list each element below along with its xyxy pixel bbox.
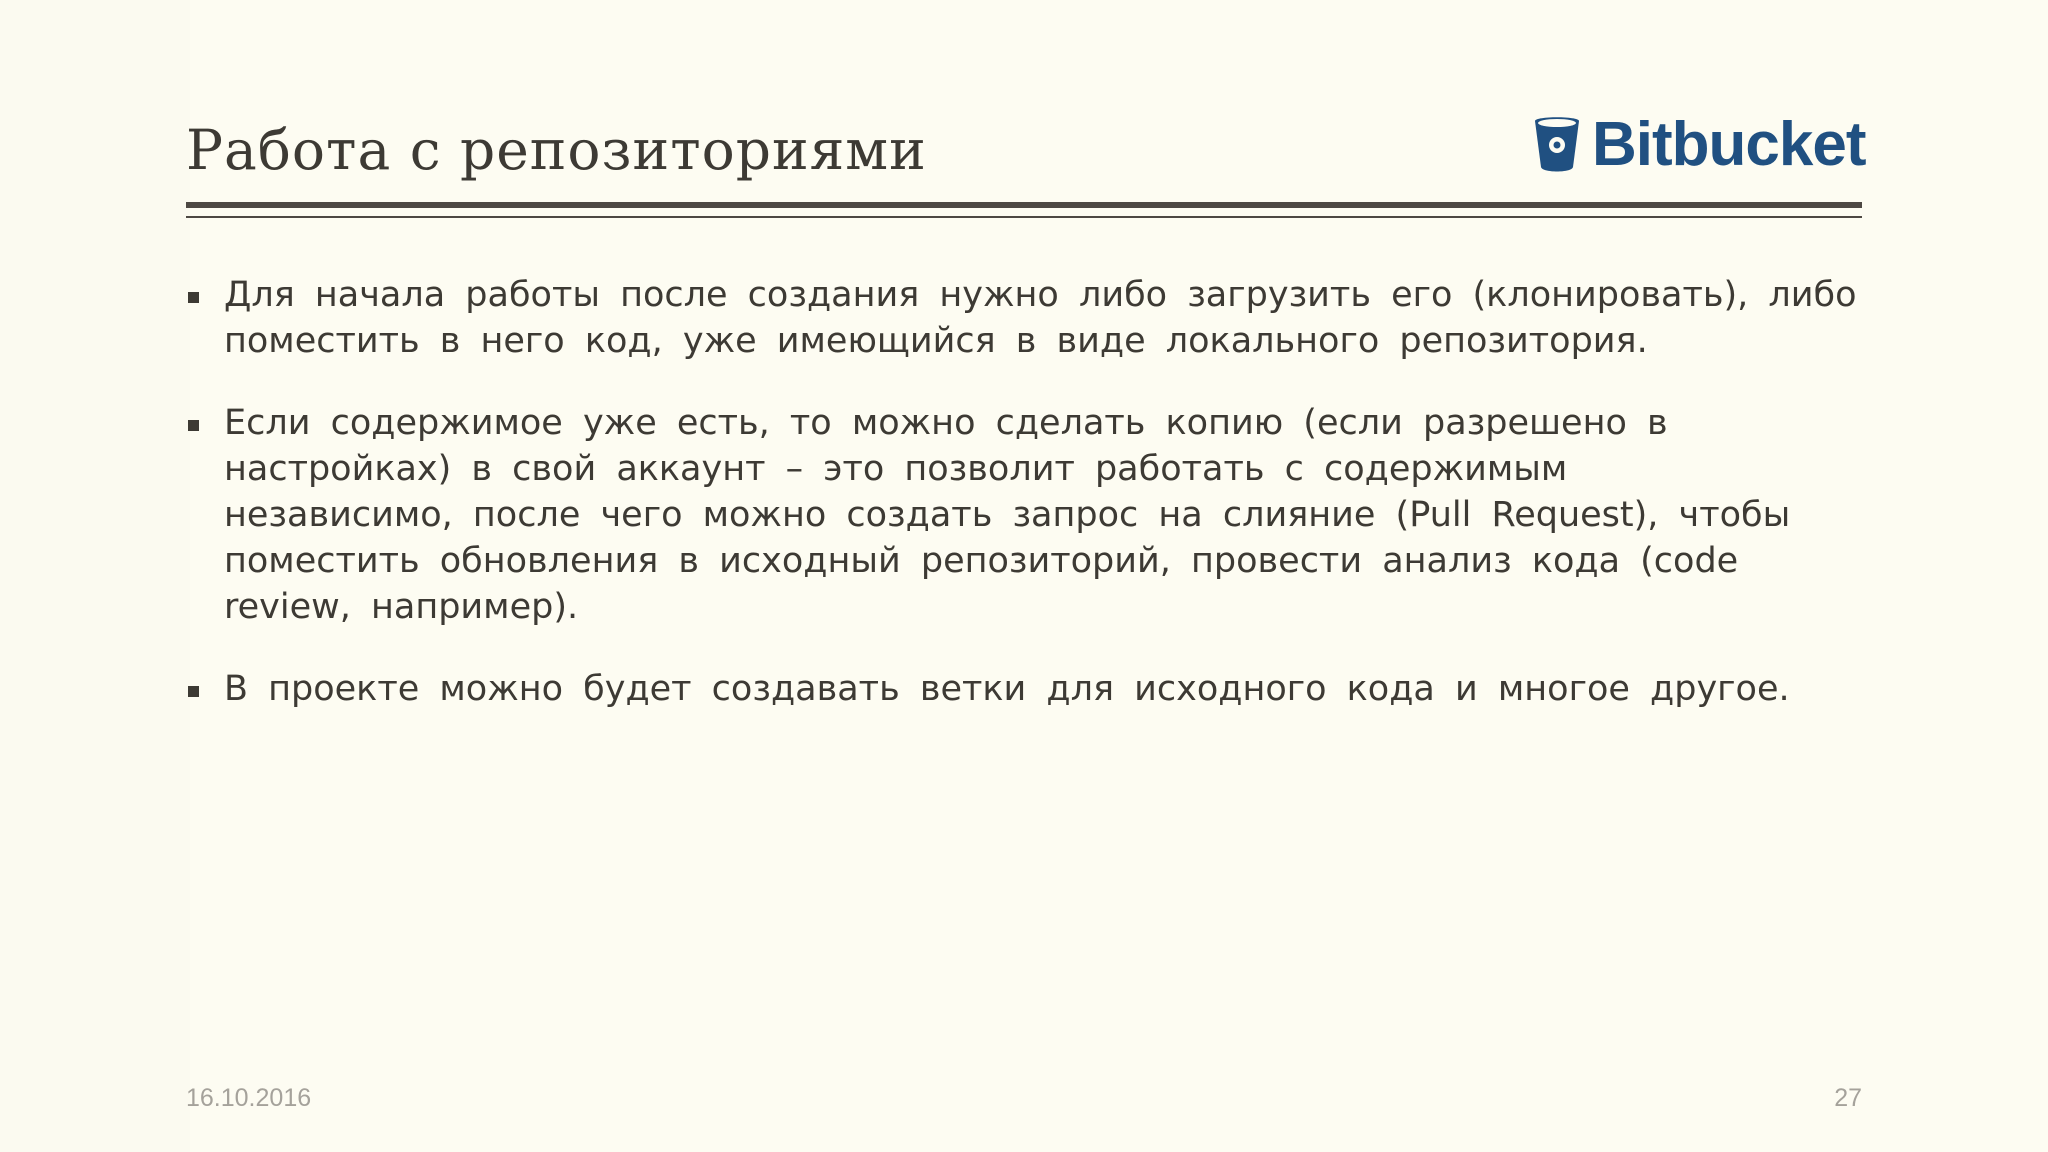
bullet-marker	[188, 420, 199, 431]
bitbucket-bucket-icon	[1532, 115, 1582, 175]
bullet-marker	[188, 292, 199, 303]
bullet-item	[186, 272, 1862, 364]
slide-title: Работа с репозиториями	[186, 118, 927, 182]
bullet-list	[186, 272, 1862, 748]
page-number: 27	[1834, 1084, 1862, 1112]
title-divider-thin	[186, 216, 1862, 218]
bitbucket-logo	[1532, 112, 1865, 178]
bullet-text: Для начала работы после создания нужно либо загрузить его (клонировать), либо поместить в него код, уже имеющийся в виде локального репозитория.	[224, 275, 1857, 361]
background-band	[0, 0, 190, 1152]
bullet-item	[186, 400, 1862, 630]
bullet-item	[186, 666, 1862, 712]
footer-date: 16.10.2016	[186, 1084, 312, 1112]
logo-text: Bitbucket	[1592, 110, 1866, 179]
bullet-marker	[188, 686, 199, 697]
bullet-text: Если содержимое уже есть, то можно сделать копию (если разрешено в настройках) в свой аккаунт – это позволит работать с содержимым независимо, после чего можно создать запрос на слияние (Pull Request), чтобы поместить обновления в исходный репозиторий, провести анализ кода (code review, например).	[224, 403, 1791, 627]
bullet-text: В проекте можно будет создавать ветки для исходного кода и многое другое.	[224, 669, 1790, 709]
title-divider-thick	[186, 202, 1862, 208]
